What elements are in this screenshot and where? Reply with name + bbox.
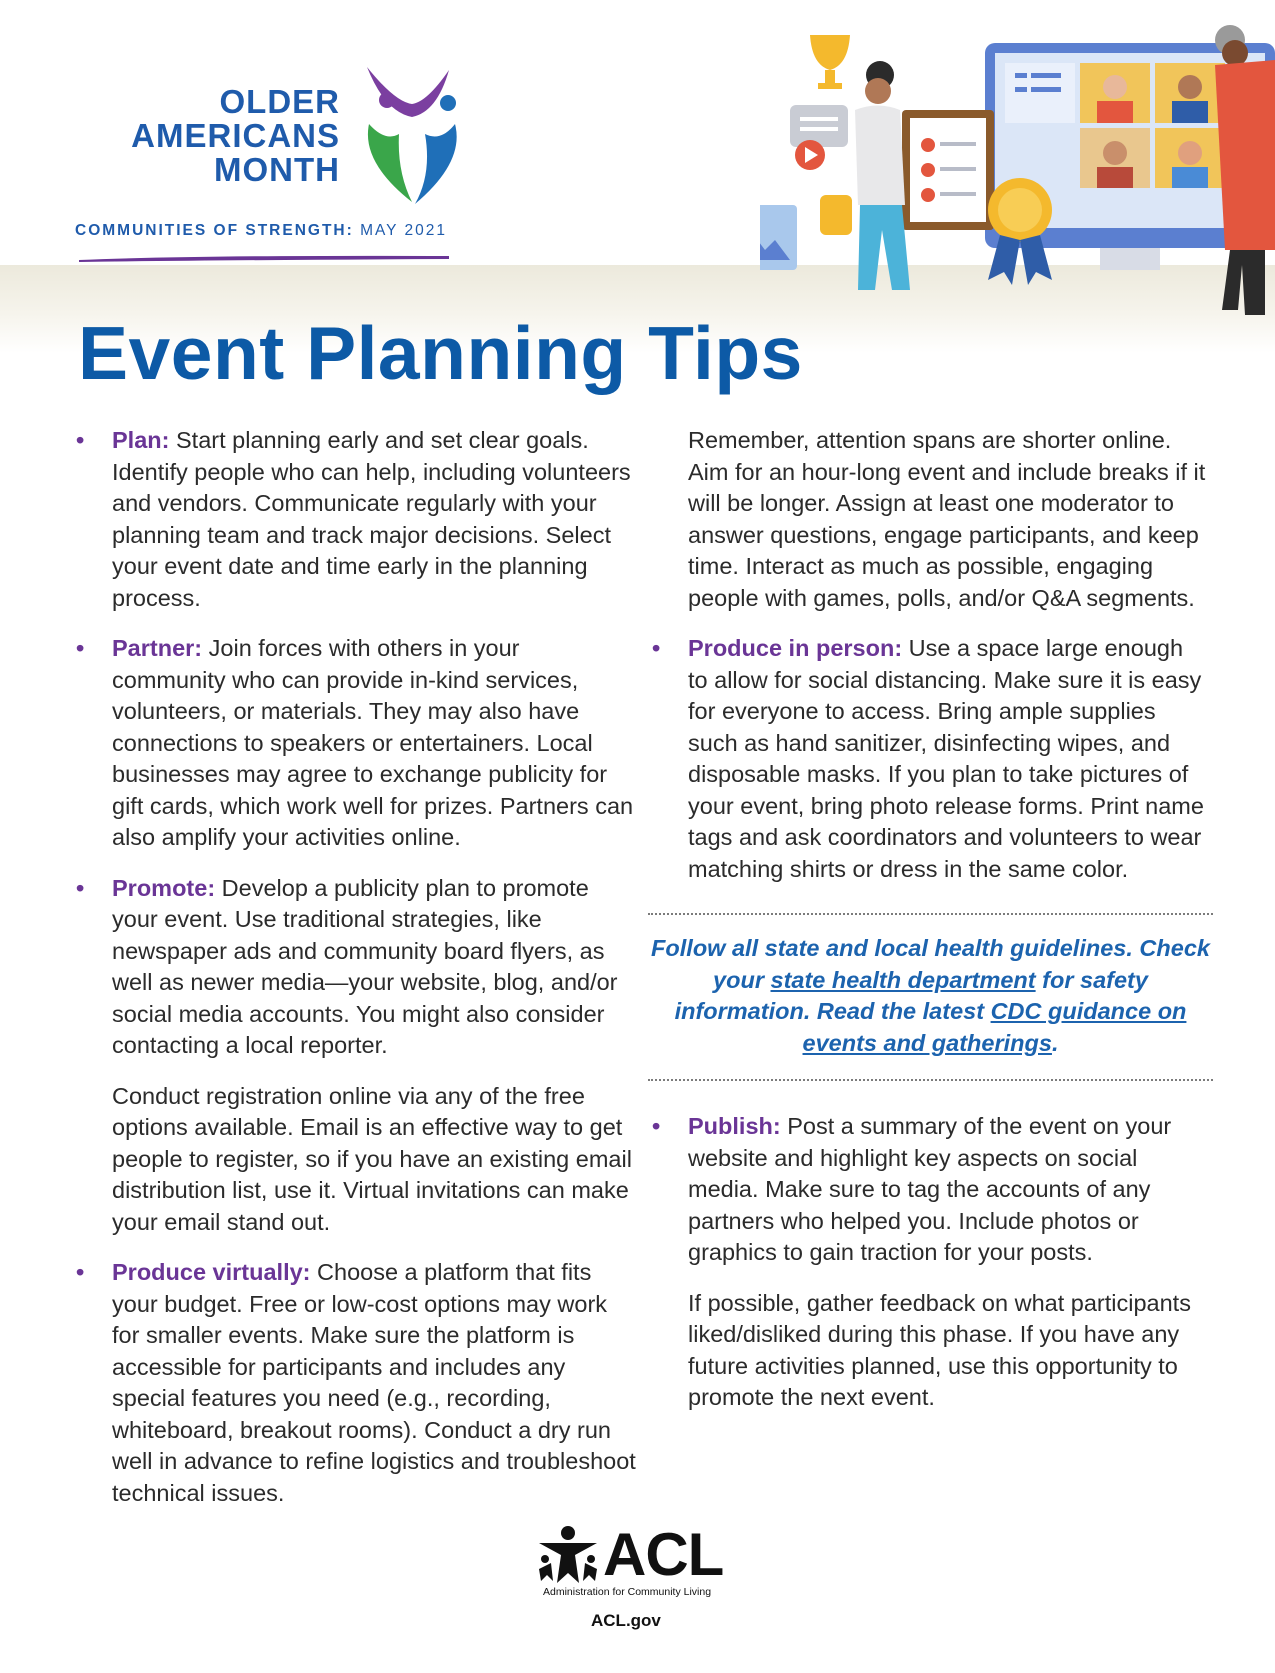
tip-text: Choose a platform that fits your budget. Free or low-cost options may work for smaller events. Make sure the platform is accessible for participants and includes any special features you need (e.g., recording, whiteboard, breakout rooms). Conduct a dry run well in advance to refine logistics and troubleshoot technical issues. — [112, 1259, 636, 1506]
acl-people-icon — [535, 1525, 601, 1585]
logo-wordmark — [131, 85, 340, 187]
bullet: • — [652, 1113, 661, 1139]
tip-label: Partner: — [112, 635, 203, 661]
acl-logo — [535, 1523, 735, 1633]
tip-plan — [76, 425, 637, 614]
acl-subtitle: Administration for Community Living — [543, 1586, 712, 1598]
health-guidelines-callout — [648, 913, 1213, 1081]
promote-continued: Conduct registration online via any of the free options available. Email is an effective way to get people to register, so if you have an existing email distribution list, use it. Virtual invitations can make your email stand out. — [112, 1082, 632, 1235]
older-americans-month-logo — [75, 60, 495, 245]
logo-line-month: MONTH — [214, 151, 340, 188]
callout-text: . — [1051, 1029, 1059, 1056]
tip-text: Join forces with others in your community who can provide in-kind services, volunteers, or materials. They may also have connections to speakers or entertainers. Local businesses may agree to exchange publicity for gift cards, which work well for prizes. Partners can also amplify your activities online. — [112, 635, 634, 850]
acl-website[interactable]: ACL.gov — [591, 1611, 661, 1630]
tip-text: Post a summary of the event on your website and highlight key aspects on social media. Make sure to tag the accounts of any partners who helped you. Include photos or graphics to gain traction for your posts. — [688, 1113, 1172, 1265]
tip-partner — [76, 633, 637, 854]
publish-continued: If possible, gather feedback on what participants liked/disliked during this phase. If you have any future activities planned, use this opportunity to promote the next event. — [688, 1289, 1191, 1410]
tip-label: Publish: — [688, 1113, 781, 1139]
acl-wordmark: ACL — [603, 1521, 724, 1588]
tip-label: Produce virtually: — [112, 1259, 311, 1285]
heart-people-icon — [357, 62, 472, 212]
logo-swoosh — [79, 253, 449, 263]
virtual-continued: Remember, attention spans are shorter online. Aim for an hour-long event and include breaks if it will be longer. Assign at least one moderator to answer questions, engage participants, and keep time. Interact as much as possible, engaging people with games, polls, and/or Q&A segments. — [688, 427, 1206, 611]
state-health-department-link[interactable]: state health department — [770, 966, 1036, 993]
callout-text: Follow all state and local health guidelines. Check your — [651, 935, 1210, 993]
callout-text: for safety information. Read the latest — [674, 966, 1148, 1024]
bullet: • — [76, 1259, 85, 1285]
tip-text: Develop a publicity plan to promote your event. Use traditional strategies, like newspaper ads and community board flyers, as well as newer media—your website, blog, and/or social media accounts. You might also consider contacting a local reporter. — [112, 874, 618, 1058]
tip-text: Use a space large enough to allow for social distancing. Make sure it is easy for everyone to access. Bring ample supplies such as hand sanitizer, disinfecting wipes, and disposable masks. If you plan to take pictures of your event, bring photo release forms. Print name tags and ask coordinators and volunteers to wear matching shirts or dress in the same color. — [688, 635, 1204, 882]
virtual-event-illustration — [760, 15, 1275, 325]
tip-text: Start planning early and set clear goals. Identify people who can help, including volunteers and vendors. Communicate regularly with your planning team and track major decisions. Select your event date and time early in the planning process. — [112, 427, 631, 611]
logo-line-older: OLDER — [219, 83, 340, 120]
bullet: • — [652, 635, 661, 661]
tip-publish — [652, 1111, 1208, 1269]
bullet: • — [76, 874, 85, 901]
logo-line-americans: AMERICANS — [131, 117, 340, 154]
tip-label: Promote: — [112, 874, 216, 901]
logo-tagline: COMMUNITIES OF STRENGTH: MAY 2021 — [75, 222, 448, 239]
tip-label: Plan: — [112, 427, 170, 453]
tip-promote — [76, 873, 637, 1062]
tip-produce-virtually — [76, 1257, 637, 1509]
bullet: • — [76, 427, 85, 453]
cdc-guidance-link[interactable]: CDC guidance on events and gatherings — [802, 998, 1187, 1056]
right-column — [651, 425, 1210, 1433]
tip-produce-in-person — [652, 633, 1208, 885]
tip-label: Produce in person: — [688, 635, 903, 661]
bullet: • — [76, 635, 85, 661]
page-title: Event Planning Tips — [78, 311, 803, 395]
left-column — [76, 425, 637, 1528]
